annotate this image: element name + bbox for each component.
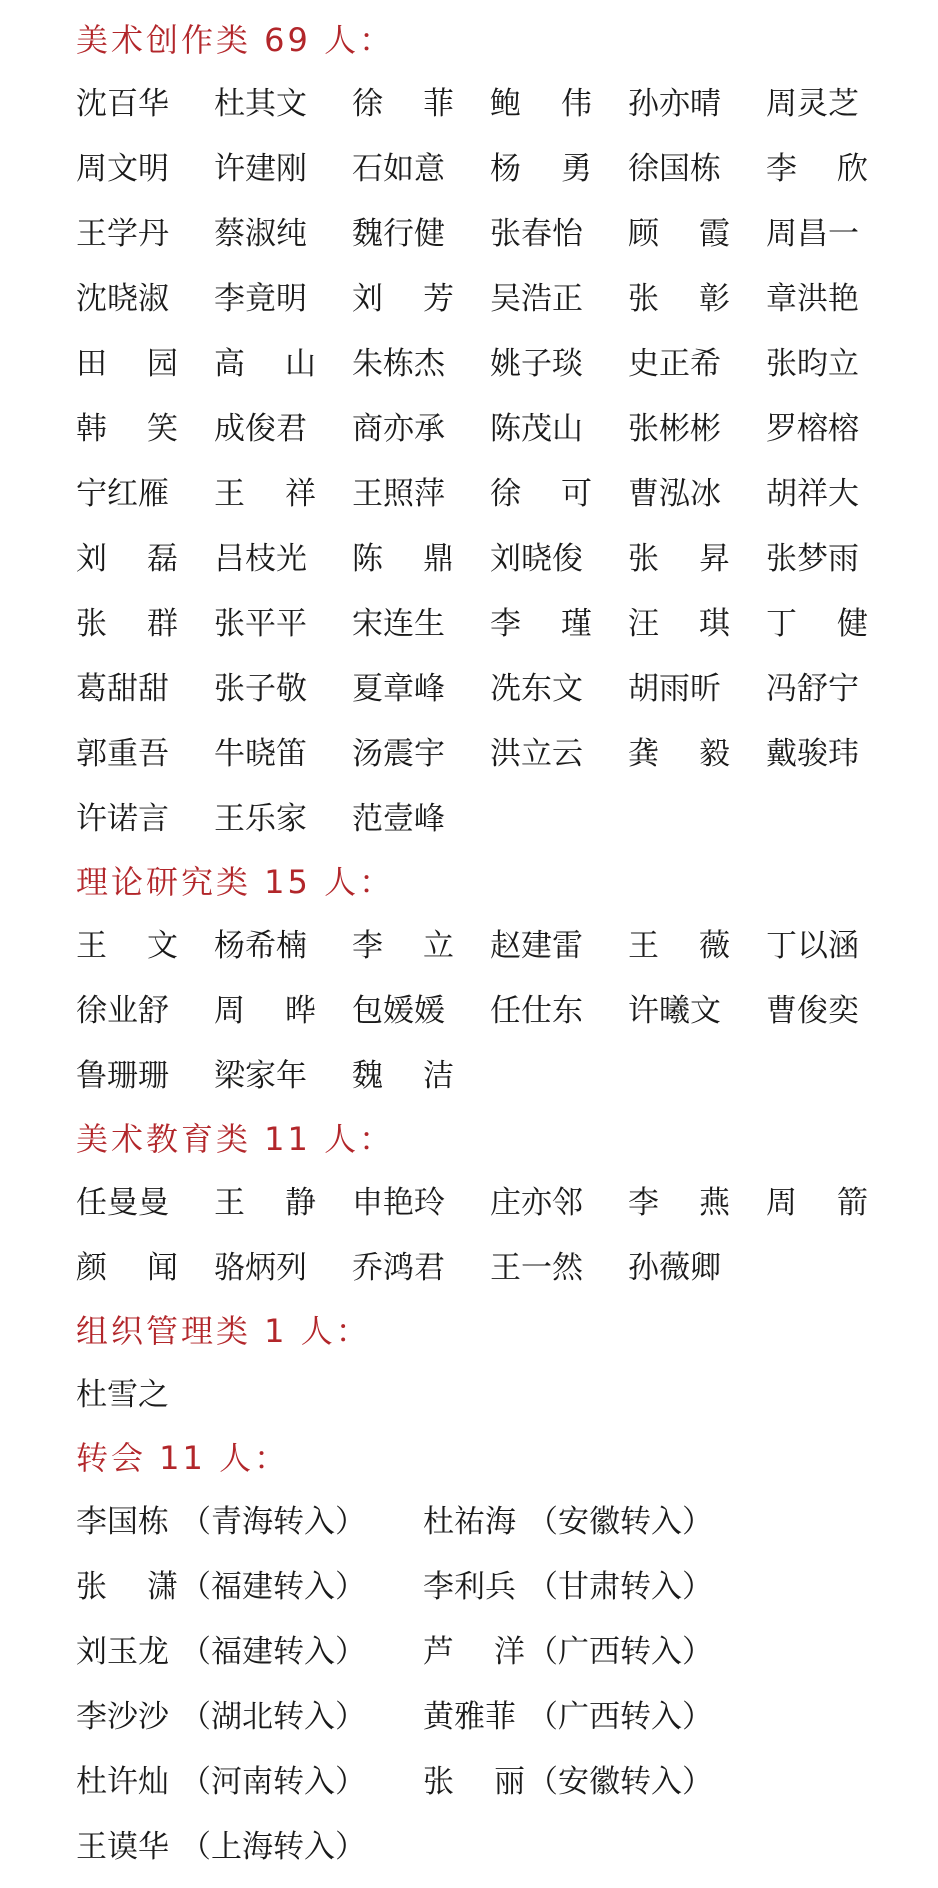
member-name: 张 昇 (628, 541, 730, 577)
transfer-member-name: 李国栋 (76, 1504, 169, 1540)
transfer-entry (76, 1762, 423, 1802)
transfer-origin: （安徽转入） (527, 1764, 713, 1800)
member-name: 葛甜甜 (76, 671, 169, 707)
member-name: 周昌一 (766, 216, 859, 252)
member-name: 张昀立 (766, 346, 859, 382)
member-name: 宋连生 (352, 606, 445, 642)
member-name: 陈茂山 (490, 411, 583, 447)
member-name: 李 燕 (628, 1185, 730, 1221)
member-name: 曹泓冰 (628, 476, 721, 512)
member-name: 吴浩正 (490, 281, 583, 317)
section-heading: 理论研究类 15 人： (76, 863, 395, 901)
transfer-entry (76, 1697, 423, 1737)
member-name: 冯舒宁 (766, 671, 859, 707)
member-name: 徐 可 (490, 476, 592, 512)
member-name: 王 祥 (214, 476, 316, 512)
member-name: 陈 鼎 (352, 541, 454, 577)
name-grid (76, 1183, 908, 1288)
member-name: 牛晓笛 (214, 736, 307, 772)
transfer-member-name: 张 潇 (76, 1569, 178, 1605)
member-name: 杨 勇 (490, 151, 592, 187)
name-grid (76, 84, 908, 839)
transfer-entry (423, 1697, 770, 1737)
section-heading: 美术创作类 69 人： (76, 21, 395, 59)
member-name: 庄亦邻 (490, 1185, 583, 1221)
member-name: 洪立云 (490, 736, 583, 772)
name-grid (76, 1375, 908, 1415)
member-name: 沈百华 (76, 86, 169, 122)
member-name: 梁家年 (214, 1058, 307, 1094)
member-name: 周文明 (76, 151, 169, 187)
transfer-member-name: 杜许灿 (76, 1764, 169, 1800)
section-heading: 组织管理类 1 人： (76, 1312, 371, 1350)
member-name: 冼东文 (490, 671, 583, 707)
member-name: 龚 毅 (628, 736, 730, 772)
member-name: 周灵芝 (766, 86, 859, 122)
transfer-origin: （上海转入） (180, 1829, 366, 1865)
transfer-member-name: 李利兵 (423, 1569, 516, 1605)
transfer-entry (423, 1632, 770, 1672)
member-name: 韩 笑 (76, 411, 178, 447)
member-name: 张彬彬 (628, 411, 721, 447)
member-name: 曹俊奕 (766, 993, 859, 1029)
member-name: 周 箭 (766, 1185, 868, 1221)
member-name: 张 群 (76, 606, 178, 642)
member-name: 王 薇 (628, 928, 730, 964)
member-name: 夏章峰 (352, 671, 445, 707)
member-name: 王 文 (76, 928, 178, 964)
member-name: 申艳玲 (352, 1185, 445, 1221)
member-name: 张子敬 (214, 671, 307, 707)
member-name: 宁红雁 (76, 476, 169, 512)
transfer-member-name: 张 丽 (423, 1764, 525, 1800)
member-name: 骆炳列 (214, 1250, 307, 1286)
member-name: 胡雨昕 (628, 671, 721, 707)
member-name: 许曦文 (628, 993, 721, 1029)
member-name: 李 欣 (766, 151, 868, 187)
transfer-origin: （湖北转入） (180, 1699, 366, 1735)
member-name: 汪 琪 (628, 606, 730, 642)
member-name: 杨希楠 (214, 928, 307, 964)
member-name: 张平平 (214, 606, 307, 642)
transfer-origin: （福建转入） (180, 1569, 366, 1605)
transfer-list (76, 1502, 908, 1867)
member-name: 石如意 (352, 151, 445, 187)
member-name: 徐国栋 (628, 151, 721, 187)
transfer-origin: （广西转入） (527, 1634, 713, 1670)
member-name: 徐业舒 (76, 993, 169, 1029)
transfer-entry (423, 1762, 770, 1802)
member-name: 朱栋杰 (352, 346, 445, 382)
member-name: 田 园 (76, 346, 178, 382)
section-heading-transfer: 转会 11 人： (76, 1439, 290, 1477)
member-name: 刘 磊 (76, 541, 178, 577)
transfer-member-name: 芦 洋 (423, 1634, 525, 1670)
member-name: 张春怡 (490, 216, 583, 252)
transfer-origin: （甘肃转入） (527, 1569, 713, 1605)
name-grid (76, 926, 908, 1096)
transfer-origin: （广西转入） (527, 1699, 713, 1735)
category-sections (76, 20, 908, 1415)
member-name: 蔡淑纯 (214, 216, 307, 252)
transfer-origin: （安徽转入） (527, 1504, 713, 1540)
section-heading: 美术教育类 11 人： (76, 1120, 395, 1158)
member-name: 姚子琰 (490, 346, 583, 382)
transfer-entry (76, 1827, 423, 1867)
member-name: 鲁珊珊 (76, 1058, 169, 1094)
member-name: 王学丹 (76, 216, 169, 252)
transfer-entry (423, 1567, 770, 1607)
transfer-member-name: 王谟华 (76, 1829, 169, 1865)
member-name: 高 山 (214, 346, 316, 382)
member-name: 包媛媛 (352, 993, 445, 1029)
member-name: 章洪艳 (766, 281, 859, 317)
member-name: 郭重吾 (76, 736, 169, 772)
member-name: 刘晓俊 (490, 541, 583, 577)
member-name: 李竟明 (214, 281, 307, 317)
member-name: 王一然 (490, 1250, 583, 1286)
member-name: 鲍 伟 (490, 86, 592, 122)
member-name: 王 静 (214, 1185, 316, 1221)
member-name: 乔鸿君 (352, 1250, 445, 1286)
member-name: 丁以涵 (766, 928, 859, 964)
member-name: 孙亦晴 (628, 86, 721, 122)
transfer-origin: （河南转入） (180, 1764, 366, 1800)
transfer-entry (423, 1502, 770, 1542)
member-name: 吕枝光 (214, 541, 307, 577)
member-name: 戴骏玮 (766, 736, 859, 772)
transfer-entry (76, 1502, 423, 1542)
member-name: 史正希 (628, 346, 721, 382)
member-name: 王照萍 (352, 476, 445, 512)
member-name: 徐 菲 (352, 86, 454, 122)
member-name: 王乐家 (214, 801, 307, 837)
transfer-member-name: 杜祐海 (423, 1504, 516, 1540)
member-name: 顾 霞 (628, 216, 730, 252)
member-name: 张梦雨 (766, 541, 859, 577)
member-name: 许建刚 (214, 151, 307, 187)
member-name: 张 彰 (628, 281, 730, 317)
transfer-entry (76, 1632, 423, 1672)
member-name: 杜其文 (214, 86, 307, 122)
member-name: 成俊君 (214, 411, 307, 447)
member-name: 刘 芳 (352, 281, 454, 317)
member-name: 魏行健 (352, 216, 445, 252)
transfer-entry (76, 1567, 423, 1607)
member-name: 商亦承 (352, 411, 445, 447)
member-name: 许诺言 (76, 801, 169, 837)
member-name: 杜雪之 (76, 1377, 169, 1413)
transfer-member-name: 李沙沙 (76, 1699, 169, 1735)
member-name: 汤震宇 (352, 736, 445, 772)
transfer-member-name: 黄雅菲 (423, 1699, 516, 1735)
member-name: 李 立 (352, 928, 454, 964)
transfer-section (76, 1438, 908, 1867)
member-name: 丁 健 (766, 606, 868, 642)
member-name: 孙薇卿 (628, 1250, 721, 1286)
member-name: 任仕东 (490, 993, 583, 1029)
member-name: 胡祥大 (766, 476, 859, 512)
transfer-origin: （青海转入） (180, 1504, 366, 1540)
member-name: 赵建雷 (490, 928, 583, 964)
transfer-member-name: 刘玉龙 (76, 1634, 169, 1670)
member-name: 罗榕榕 (766, 411, 859, 447)
member-name: 周 晔 (214, 993, 316, 1029)
member-name: 沈晓淑 (76, 281, 169, 317)
member-name: 李 瑾 (490, 606, 592, 642)
member-name: 范壹峰 (352, 801, 445, 837)
member-name: 任曼曼 (76, 1185, 169, 1221)
transfer-origin: （福建转入） (180, 1634, 366, 1670)
member-name: 魏 洁 (352, 1058, 454, 1094)
member-name: 颜 闻 (76, 1250, 178, 1286)
